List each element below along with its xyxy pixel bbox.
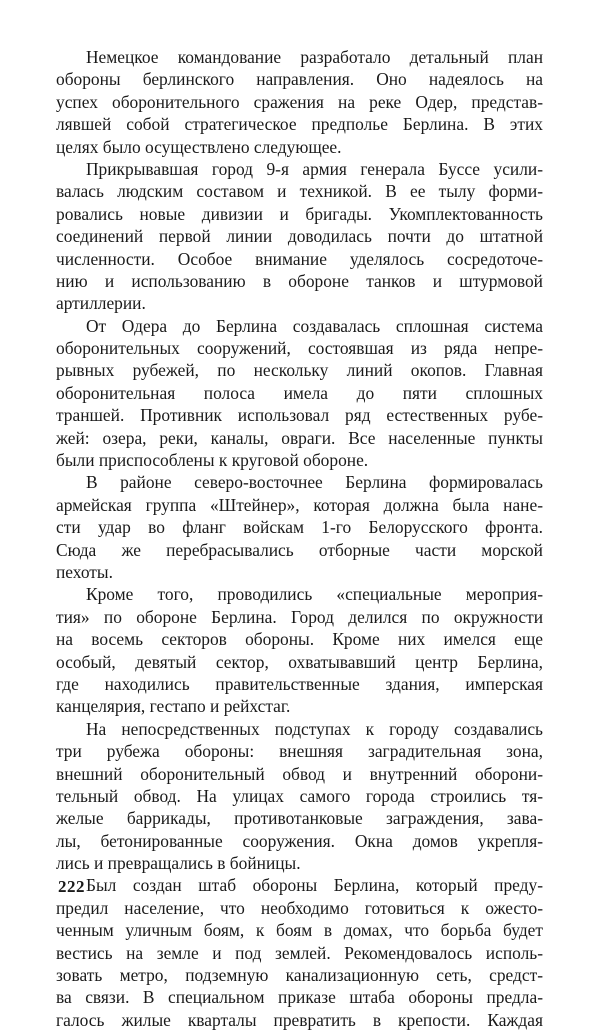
text-line: Кроме того, проводились «специальные мероприя- — [86, 584, 543, 605]
paragraph — [56, 583, 543, 717]
text-line: армейская группа «Штейнер», которая должна была нане- — [56, 494, 543, 515]
text-line: вестись на земле и под землей. Рекомендовалось исполь- — [56, 942, 543, 963]
text-line: оборонительных сооружений, состоявшая из ряда непре- — [56, 338, 543, 359]
text-line: лы, бетонированные сооружения. Окна домов укрепля- — [56, 830, 543, 851]
text-line: артиллерии. — [56, 293, 146, 314]
text-line: нию и использованию в обороне танков и штурмовой — [56, 270, 543, 291]
text-line: канцелярия, гестапо и рейхстаг. — [56, 696, 291, 717]
text-line: Прикрывавшая город 9-я армия генерала Буссе усили- — [86, 158, 543, 179]
text-line: пехоты. — [56, 561, 113, 582]
page-number: 222 — [58, 877, 85, 896]
text-line: численности. Особое внимание уделялось сосредоточе- — [56, 248, 543, 269]
text-line: зовать метро, подземную канализационную сеть, средст- — [56, 965, 543, 986]
text-line: особый, девятый сектор, охватывавший центр Берлина, — [56, 651, 543, 672]
text-line: лись и превращались в бойницы. — [56, 853, 301, 874]
paragraph — [56, 46, 543, 158]
text-line: лявшей собой стратегическое предполье Берлина. В этих — [56, 114, 543, 135]
paragraph — [56, 718, 543, 875]
text-line: внешний оборонительный обвод и внутренний оборони- — [56, 763, 543, 784]
text-line: на восемь секторов обороны. Кроме них имелся еще — [56, 629, 543, 650]
paragraph — [56, 158, 543, 315]
paragraph — [56, 471, 543, 583]
text-line: галось жилые кварталы превратить в крепости. Каждая — [56, 1009, 543, 1030]
text-line: соединений первой линии доводилась почти до штатной — [56, 226, 543, 247]
text-line: ченным уличным боям, к боям в домах, что борьба будет — [56, 920, 543, 941]
text-line: валась людским составом и техникой. В ее тылу форми- — [56, 181, 543, 202]
text-line: тельный обвод. На улицах самого города строились тя- — [56, 785, 543, 806]
text-line: На непосредственных подступах к городу создавались — [86, 718, 543, 739]
text-line: тия» по обороне Берлина. Город делился по окружности — [56, 606, 543, 627]
paragraph — [56, 874, 543, 1031]
text-line: успех оборонительного сражения на реке Одер, представ- — [56, 91, 543, 112]
text-line: ровались новые дивизии и бригады. Укомплектованность — [56, 203, 543, 224]
text-line: рывных рубежей, по нескольку линий окопов. Главная — [56, 360, 543, 381]
text-line: желые баррикады, противотанковые заграждения, зава- — [56, 808, 543, 829]
paragraph — [56, 315, 543, 472]
text-line: Сюда же перебрасывались отборные части морской — [56, 539, 543, 560]
text-column — [56, 46, 543, 1031]
text-line: В районе северо-восточнее Берлина формировалась — [86, 472, 543, 493]
text-line: траншей. Противник использовал ряд естественных рубе- — [56, 405, 543, 426]
text-line: Был создан штаб обороны Берлина, который преду- — [86, 875, 543, 896]
text-line: целях было осуществлено следующее. — [56, 136, 342, 157]
text-line: жей: озера, реки, каналы, овраги. Все населенные пункты — [56, 427, 543, 448]
text-line: предил население, что необходимо готовиться к ожесто- — [56, 897, 543, 918]
text-line: ва связи. В специальном приказе штаба обороны предла- — [56, 987, 543, 1008]
text-line: были приспособлены к круговой обороне. — [56, 450, 369, 471]
text-line: где находились правительственные здания, имперская — [56, 673, 543, 694]
text-line: От Одера до Берлина создавалась сплошная система — [86, 315, 543, 336]
text-line: обороны берлинского направления. Оно надеялось на — [56, 69, 543, 90]
text-line: оборонительная полоса имела до пяти сплошных — [56, 382, 543, 403]
text-line: Немецкое командование разработало детальный план — [86, 47, 543, 67]
text-line: три рубежа обороны: внешняя заградительная зона, — [56, 741, 543, 762]
text-line: сти удар во фланг войскам 1-го Белорусского фронта. — [56, 517, 543, 538]
